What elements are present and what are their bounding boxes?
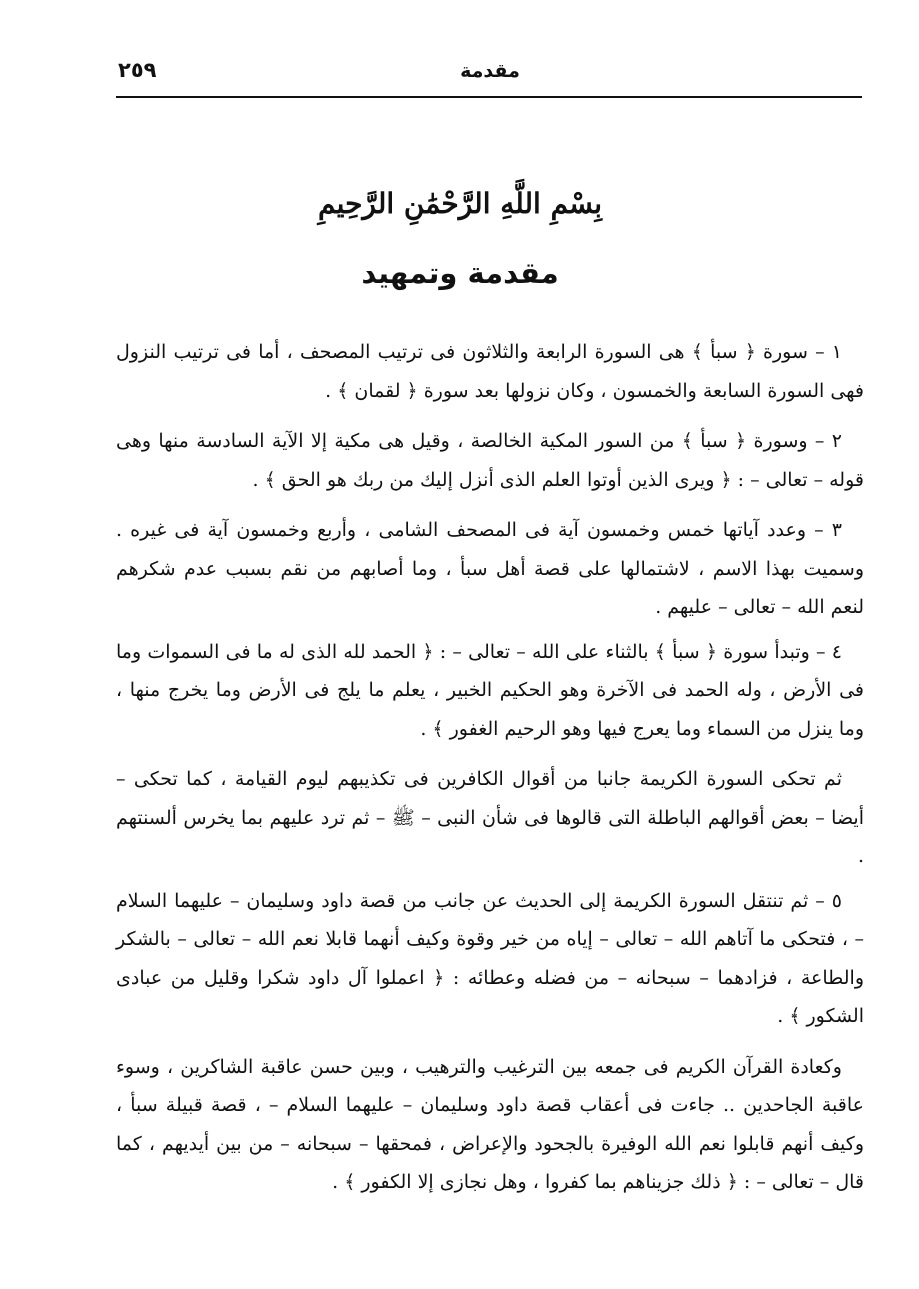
header-title: مقدمة <box>460 60 520 82</box>
paragraph-6: ٥ – ثم تنتقل السورة الكريمة إلى الحديث عن جانب من قصة داود وسليمان – عليهما السلام – ، فتحكى ما آتاهم الله – تعالى – إياه من خير وقوة وكيف أنهما قابلا نعم الله – تعالى – بالشكر والطاعة ، فزادهما – سبحانه – من فضله وعطائه : ﴿ اعملوا آل داود شكرا وقليل من عبادى الشكور ﴾ . <box>116 889 864 1027</box>
page-number: ٢٥٩ <box>118 58 157 82</box>
chapter-title: مقدمة وتمهيد <box>361 256 559 290</box>
paragraph-5: ثم تحكى السورة الكريمة جانبا من أقوال الكافرين فى تكذيبهم ليوم القيامة ، كما تحكى – أيضا – بعض أقوالهم الباطلة التى قالوها فى شأن النبى – ﷺ – ثم ترد عليهم بما يخرس ألسنتهم . <box>116 768 864 867</box>
paragraph-1: ١ – سورة ﴿ سبأ ﴾ هى السورة الرابعة والثلاثون فى ترتيب المصحف ، أما فى ترتيب النزول فهى السورة السابعة والخمسون ، وكان نزولها بعد سورة ﴿ لقمان ﴾ . <box>116 341 864 402</box>
paragraph-7: وكعادة القرآن الكريم فى جمعه بين الترغيب والترهيب ، وبين حسن عاقبة الشاكرين ، وسوء عاقبة الجاحدين .. جاءت فى أعقاب قصة داود وسليمان – عليهما السلام – ، قصة قبيلة سبأ ، وكيف أنهم قابلوا نعم الله الوفيرة بالجحود والإعراض ، فمحقها – سبحانه – من بين أيديهم ، كما قال – تعالى – : ﴿ ذلك جزيناهم بما كفروا ، وهل نجازى إلا الكفور ﴾ . <box>116 1055 864 1193</box>
paragraph-3: ٣ – وعدد آياتها خمس وخمسون آية فى المصحف الشامى ، وأربع وخمسون آية فى غيره . وسميت بهذا الاسم ، لاشتمالها على قصة أهل سبأ ، وما أصابهم من نقم بسبب عدم شكرهم لنعم الله – تعالى – عليهم . <box>116 519 864 618</box>
header-rule <box>116 96 862 98</box>
body-text <box>116 333 864 1214</box>
paragraph-2: ٢ – وسورة ﴿ سبأ ﴾ من السور المكية الخالصة ، وقيل هى مكية إلا الآية السادسة منها وهى قوله – تعالى – : ﴿ ويرى الذين أوتوا العلم الذى أنزل إليك من ربك هو الحق ﴾ . <box>116 430 864 491</box>
running-header <box>118 60 862 90</box>
basmala: بِسْمِ اللَّهِ الرَّحْمَٰنِ الرَّحِيمِ <box>318 187 602 220</box>
paragraph-4: ٤ – وتبدأ سورة ﴿ سبأ ﴾ بالثناء على الله – تعالى – : ﴿ الحمد لله الذى له ما فى السموات وما فى الأرض ، وله الحمد فى الآخرة وهو الحكيم الخبير ، يعلم ما يلج فى الأرض وما يخرج منها ، وما ينزل من السماء وما يعرج فيها وهو الرحيم الغفور ﴾ . <box>116 640 864 740</box>
